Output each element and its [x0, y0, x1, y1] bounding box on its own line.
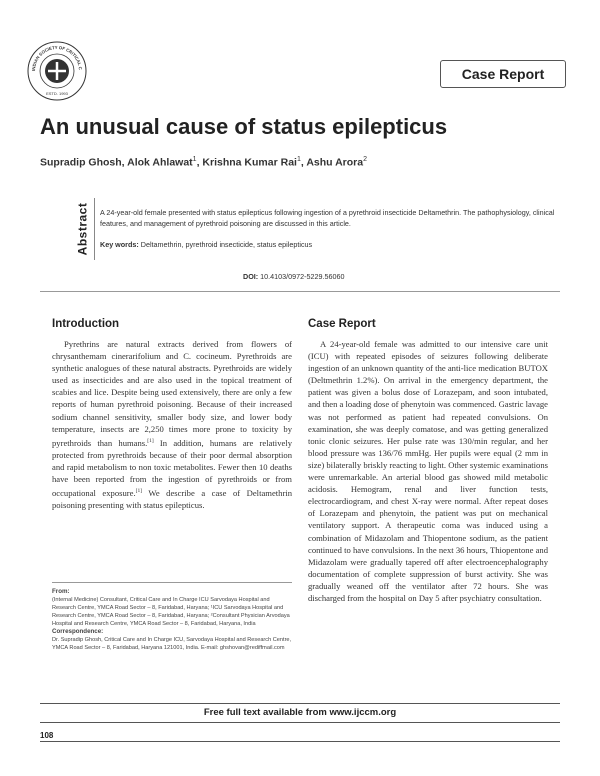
author-name: Supradip Ghosh [40, 156, 122, 169]
introduction-heading: Introduction [52, 318, 120, 330]
free-text-banner[interactable]: Free full text available from www.ijccm.org [40, 703, 560, 723]
keywords-label: Key words: [100, 240, 139, 249]
citation: [1] [135, 487, 143, 494]
logo-year: ESTD. 1993 [46, 91, 68, 96]
author-name: Alok Ahlawat [127, 156, 193, 169]
society-logo [26, 40, 88, 102]
author-list: Supradip Ghosh, Alok Ahlawat$^1$, Krishna Kumar Rai$^1$, Ashu Arora$^2$ [40, 156, 368, 169]
author-name: Ashu Arora [306, 156, 364, 169]
abstract-label: Abstract [78, 198, 95, 260]
case-report-heading: Case Report [308, 318, 376, 330]
article-type-badge: Case Report [440, 60, 566, 88]
divider [40, 291, 560, 292]
abstract-text: A 24-year-old female presented with status epilepticus following ingestion of a pyrethroid insecticide Deltamethrin. The pathophysiology, clinical features, and management of pyrethroid poisoning are discussed in this article. [100, 208, 555, 228]
doi[interactable]: DOI: 10.4103/0972-5229.56060 [243, 272, 345, 281]
citation: [1] [147, 437, 154, 444]
keywords-text: Deltamethrin, pyrethroid insecticide, status epilepticus [140, 240, 313, 249]
page-bottom-rule [40, 741, 560, 742]
introduction-body: Pyrethrins are natural extracts derived from flowers of chrysanthemam cinerarifolium and C. cocineum. Pyrethroids are synthetic analogues of these natural abstracts. Pyrethroids are widely used as insecticides and are also used in the topical treatment of scabies and lice. Despite being used extensively, there are only a few reports of human pyrethroid poisoning. Because of their increased sodium channel sensitivity, smaller body size, and lower body temperature, insects are 2,250 times more prone to toxicity by pyrethroids than humans.[1] In addition, humans are relatively protected from pyrethroids because of their poor dermal absorption and rapid metabolism to non toxic metabolites. Fewer then 10 deaths have been reported from the ingestion of pyrethroids or from occupational exposure.[1] We describe a case of Deltamethrin poisoning presenting with status epilepticus. [52, 339, 292, 510]
author-name: Krishna Kumar Rai [202, 156, 297, 169]
doi-value: 10.4103/0972-5229.56060 [260, 272, 345, 281]
logo-text: INDIAN SOCIETY OF CRITICAL C [30, 44, 84, 72]
keywords [100, 240, 580, 249]
correspondence: Correspondence: Dr. Supradip Ghosh, Critical Care and In Charge ICU, Sarvodaya Hospital and Research Centre, YMCA Road Sector – 8, Faridabad, Haryana 121001, India. E-mail: ghshovan@rediffmail.com [52, 628, 292, 651]
page-number: 108 [40, 731, 54, 740]
affiliations: From: (Internal Medicine) Consultant, Critical Care and In Charge ICU Sarvodaya Hospital and Research Centre, YMCA Road Sector – 8, Faridabad, Haryana; ¹ICU Sarvodaya Hospital and Research Centre, YMCA Road Sector – 8, Faridabad, Haryana; ²Consultant Physician Arvodaya Hospital and Research Centre, YMCA Road Sector – 8, Faridabad, Haryana, India [52, 588, 290, 627]
article-title: An unusual cause of status epilepticus [40, 114, 448, 139]
case-report-body: A 24-year-old female was admitted to our intensive care unit (ICU) with repeated episodes of seizures following deliberate ingestion of an unknown quantity of the anti-lice medication BUTOX (Deltmethrin 1.2%). On arrival in the emergency department, the patient was given a bolus dose of Lorazepam, and soon intubated, and then a loading dose of phenytoin was commenced. Gastric lavage was not performed as patient had repeated convulsions. On examination, she was deeply comatose, and was getting generalized tonic clonic seizures. Her pulse rate was 130/min regular, and her blood pressure was 136/76 mmHg. Her pupils were equal (2 mm in size) bilaterally briskly reacting to light. Other systemic examinations were unremarkable. An arterial blood gas showed mild metabolic acidosis. Hemogram, renal and liver function tests, electrocardiogram, and chest X-ray were normal. After repeat doses of Lorazepam and phenytoin, the patient was put on mechanical ventilatory support. A therapeutic coma was induced using a combination of Midazolam and Thiopentone sodium, as the patient continued to have convulsions. In the next 36 hours, Thiopentone and Midazolam were gradually tapered off after electroencephalography documentation of complete suppression of burst activity. She was gradually weaned off the ventilator after 72 hours. She was discharged from the hospital on Day 5 after psychiatry consultation. [308, 339, 548, 603]
affiliation-divider [52, 582, 292, 583]
